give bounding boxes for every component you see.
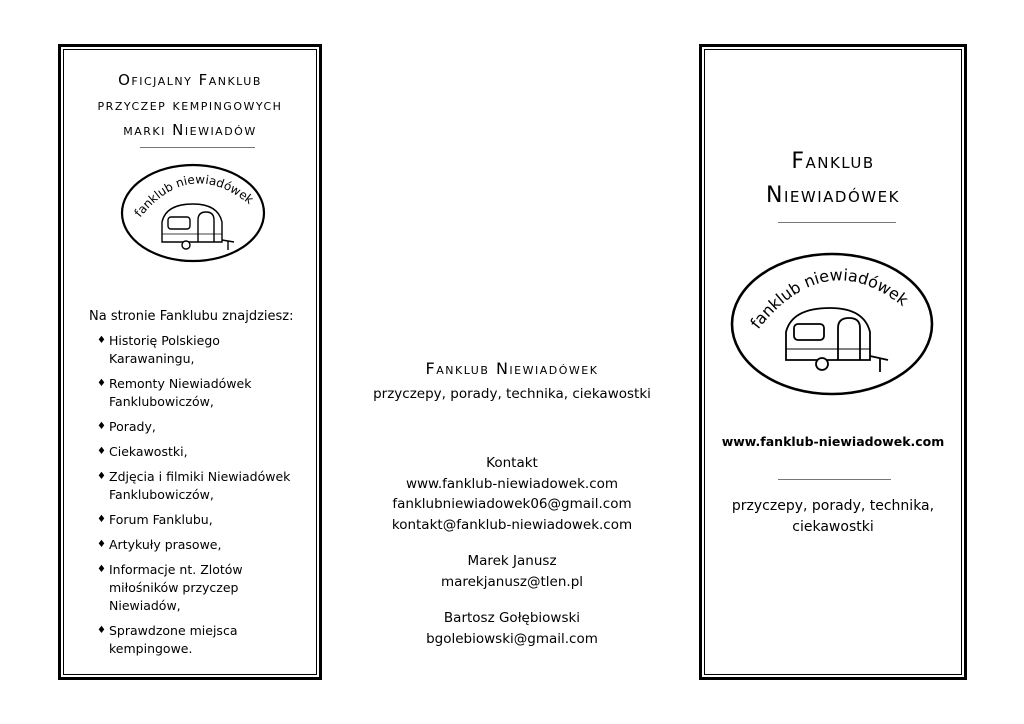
right-subtitle-line-1: przyczepy, porady, technika, (731, 498, 935, 514)
list-item: ♦ Informacje nt. Zlotów miłośników przyczep Niewiadów, (97, 562, 243, 613)
logo-text-right: fanklub niewiadówek (746, 265, 912, 333)
person-1-email-link[interactable]: marekjanusz@tlen.pl (440, 573, 584, 590)
features-intro: Na stronie Fanklubu znajdziesz: (89, 309, 294, 324)
right-url-divider (778, 479, 891, 480)
list-item: ♦ Sprawdzone miejsca kempingowe. (97, 623, 238, 656)
contact-email-1-link[interactable]: fanklubniewiadowek06@gmail.com (392, 496, 632, 512)
diamond-bullet-icon: ♦ (97, 421, 106, 432)
left-panel-title (70, 68, 310, 143)
contact-block (340, 453, 684, 649)
list-item: ♦ Porady, (97, 419, 156, 434)
diamond-bullet-icon: ♦ (97, 446, 106, 457)
diamond-bullet-icon: ♦ (97, 335, 106, 346)
diamond-bullet-icon: ♦ (97, 564, 106, 575)
right-panel-title (715, 145, 951, 213)
diamond-bullet-icon: ♦ (97, 471, 106, 482)
person-2-name: Bartosz Gołębiowski (443, 610, 581, 626)
right-title-line-1: Fanklub (791, 149, 875, 174)
contact-heading: Kontakt (486, 455, 538, 471)
contact-email-2-link[interactable]: kontakt@fanklub-niewiadowek.com (391, 516, 633, 533)
logo-text-left: fanklub niewiadówek (131, 172, 257, 220)
fanklub-logo-right (728, 248, 936, 398)
list-item: ♦ Historię Polskiego Karawaningu, (97, 333, 220, 366)
list-item: ♦ Forum Fanklubu, (97, 512, 213, 527)
person-2-email-link[interactable]: bgolebiowski@gmail.com (426, 630, 598, 647)
right-title-divider (778, 222, 896, 223)
left-title-line-3: marki Niewiadów (123, 121, 257, 139)
list-item: ♦ Remonty Niewiadówek Fanklubowiczów, (97, 376, 252, 409)
right-subtitle-line-2: ciekawostki (792, 519, 874, 535)
middle-subtitle: przyczepy, porady, technika, ciekawostki (373, 386, 651, 402)
fanklub-logo-left (118, 160, 268, 265)
diamond-bullet-icon: ♦ (97, 514, 106, 525)
middle-title: Fanklub Niewiadówek (425, 359, 599, 378)
diamond-bullet-icon: ♦ (97, 625, 106, 636)
person-1-name: Marek Janusz (467, 553, 557, 569)
contact-website-link[interactable]: www.fanklub-niewiadowek.com (405, 475, 619, 492)
right-subtitle (725, 496, 941, 538)
left-title-line-2: przyczep kempingowych (97, 96, 283, 114)
diamond-bullet-icon: ♦ (97, 378, 106, 389)
right-title-line-2: Niewiadówek (766, 183, 900, 208)
features-list (97, 332, 312, 665)
diamond-bullet-icon: ♦ (97, 539, 106, 550)
left-title-divider (140, 147, 255, 148)
list-item: ♦ Zdjęcia i filmiki Niewiadówek Fanklubowiczów, (97, 469, 291, 502)
list-item: ♦ Ciekawostki, (97, 444, 188, 459)
right-website-link[interactable]: www.fanklub-niewiadowek.com (721, 434, 945, 449)
left-title-line-1: Oficjalny Fanklub (118, 71, 262, 89)
list-item: ♦ Artykuły prasowe, (97, 537, 222, 552)
